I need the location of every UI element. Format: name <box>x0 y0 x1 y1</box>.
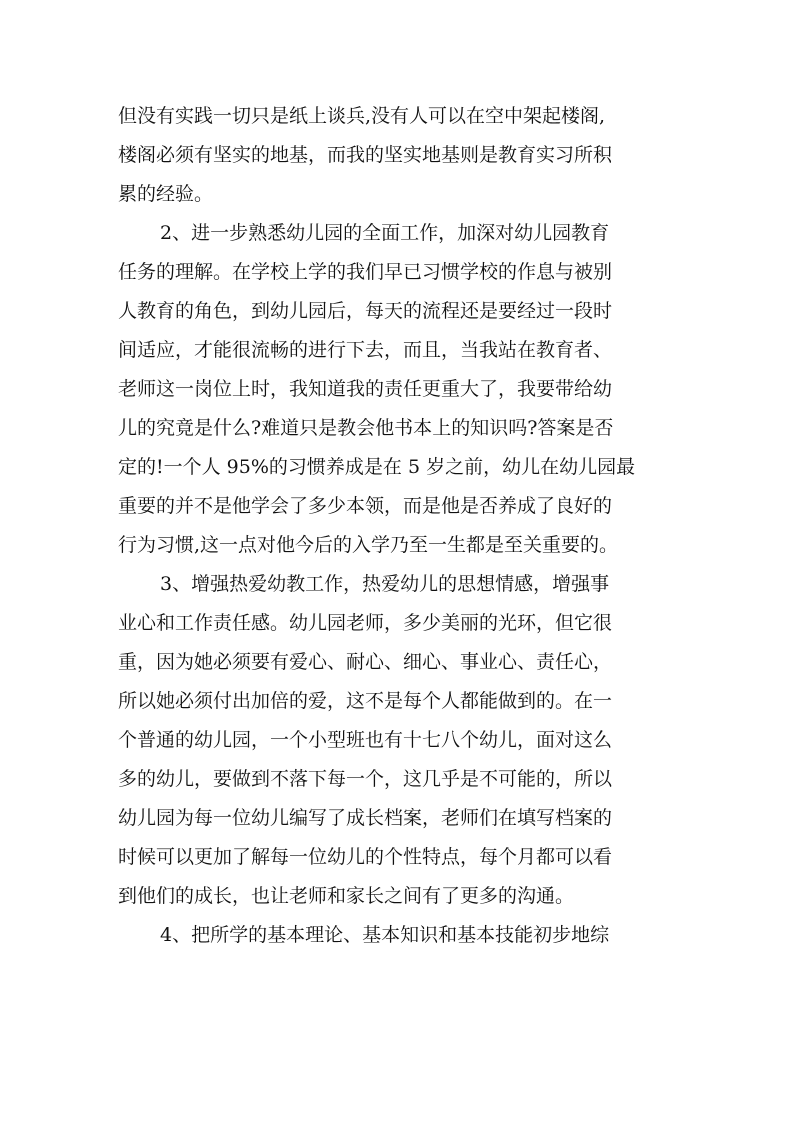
text-line: 个普通的幼儿园，一个小型班也有十七八个幼儿，面对这么 <box>118 729 613 751</box>
body-text <box>118 97 683 955</box>
text-line: 所以她必须付出加倍的爱，这不是每个人都能做到的。在一 <box>118 690 613 712</box>
text-line: 幼儿园为每一位幼儿编写了成长档案，老师们在填写档案的 <box>118 807 613 829</box>
text-line: 间适应，才能很流畅的进行下去，而且，当我站在教育者、 <box>118 339 613 361</box>
text-line: 楼阁必须有坚实的地基，而我的坚实地基则是教育实习所积 <box>118 144 613 166</box>
text-line: 但没有实践一切只是纸上谈兵,没有人可以在空中架起楼阁, <box>118 105 606 127</box>
text-line: 儿的究竟是什么?难道只是教会他书本上的知识吗?答案是否 <box>118 417 614 439</box>
text-line: 时候可以更加了解每一位幼儿的个性特点，每个月都可以看 <box>118 846 613 868</box>
text-line: 重，因为她必须要有爱心、耐心、细心、事业心、责任心， <box>118 651 613 673</box>
text-line: 老师这一岗位上时，我知道我的责任更重大了，我要带给幼 <box>118 378 613 400</box>
text-line: 行为习惯,这一点对他今后的入学乃至一生都是至关重要的。 <box>118 534 619 556</box>
text-line: 到他们的成长，也让老师和家长之间有了更多的沟通。 <box>118 885 575 907</box>
paragraph-3-start: 3、增强热爱幼教工作，热爱幼儿的思想情感，增强事 <box>160 573 610 595</box>
text-line: 累的经验。 <box>118 183 214 205</box>
text-line: 业心和工作责任感。幼儿园老师，多少美丽的光环，但它很 <box>118 612 613 634</box>
paragraph-4-start: 4、把所学的基本理论、基本知识和基本技能初步地综 <box>160 924 610 946</box>
paragraph-2-start: 2、进一步熟悉幼儿园的全面工作，加深对幼儿园教育 <box>160 222 610 244</box>
text-line: 重要的并不是他学会了多少本领，而是他是否养成了良好的 <box>118 495 613 517</box>
text-line: 任务的理解。在学校上学的我们早已习惯学校的作息与被别 <box>118 261 613 283</box>
text-line: 定的!一个人 95%的习惯养成是在 5 岁之前，幼儿在幼儿园最 <box>118 456 636 478</box>
text-line: 人教育的角色，到幼儿园后，每天的流程还是要经过一段时 <box>118 300 613 322</box>
text-line: 多的幼儿，要做到不落下每一个，这几乎是不可能的，所以 <box>118 768 613 790</box>
